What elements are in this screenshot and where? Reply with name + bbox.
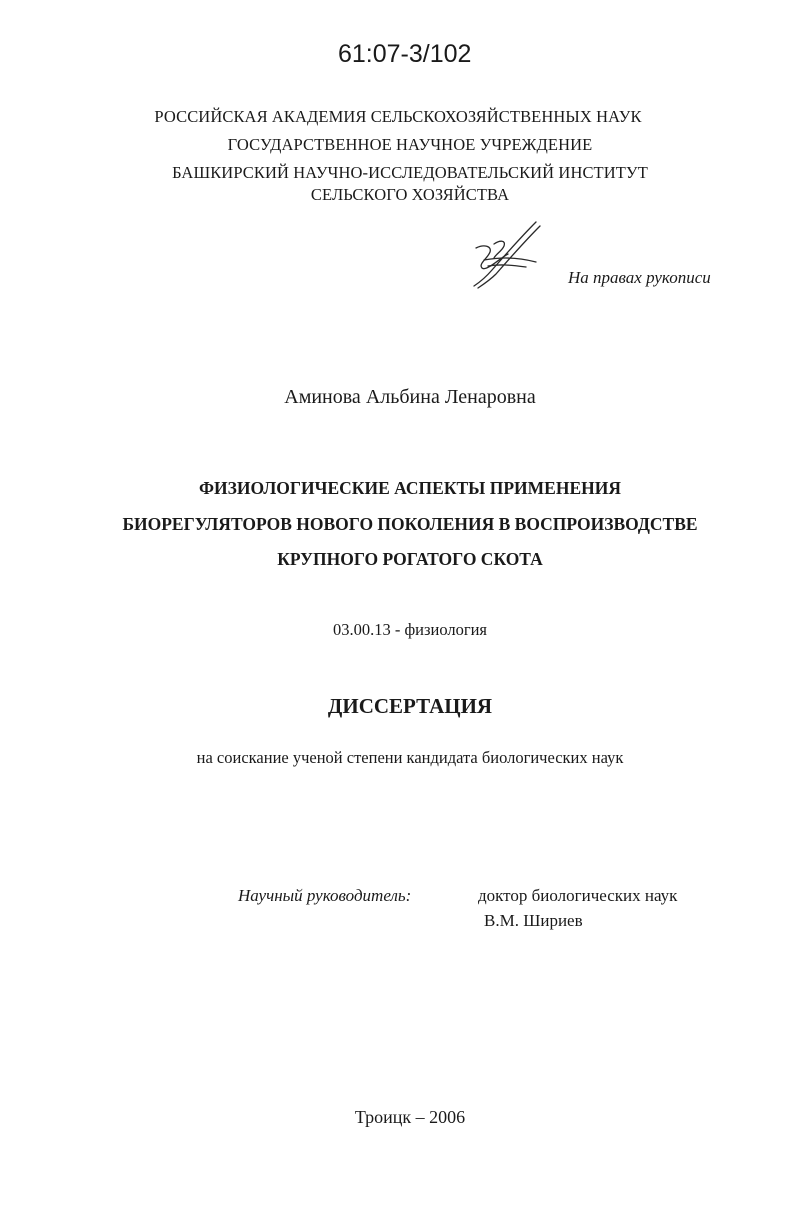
author-name: Аминова Альбина Ленаровна [284,386,536,408]
document-type: ДИССЕРТАЦИЯ [327,694,493,718]
place-year: Троицк – 2006 [354,1107,466,1127]
title-line-2: БИОРЕГУЛЯТОРОВ НОВОГО ПОКОЛЕНИЯ В ВОСПРОИЗВОДСТВЕ [122,514,698,534]
institution-line-2: ГОСУДАРСТВЕННОЕ НАУЧНОЕ УЧРЕЖДЕНИЕ [227,135,593,154]
supervisor-title: доктор биологических наук [478,886,678,905]
catalog-code: 61:07-3/102 [338,40,472,68]
title-line-1: ФИЗИОЛОГИЧЕСКИЕ АСПЕКТЫ ПРИМЕНЕНИЯ [199,478,621,498]
supervisor-label: Научный руководитель: [238,886,412,905]
signature-icon [466,218,546,290]
institution-line-3: БАШКИРСКИЙ НАУЧНО-ИССЛЕДОВАТЕЛЬСКИЙ ИНСТИТУТ [172,163,648,182]
title-line-3: КРУПНОГО РОГАТОГО СКОТА [277,549,543,569]
manuscript-rights-note: На правах рукописи [568,268,711,287]
supervisor-name: В.М. Шириев [484,911,583,930]
degree-line: на соискание ученой степени кандидата биологических наук [196,748,624,767]
specialty-code: 03.00.13 - физиология [332,620,488,639]
institution-line-1: РОССИЙСКАЯ АКАДЕМИЯ СЕЛЬСКОХОЗЯЙСТВЕННЫХ НАУК [154,107,642,126]
institution-line-4: СЕЛЬСКОГО ХОЗЯЙСТВА [310,185,510,204]
